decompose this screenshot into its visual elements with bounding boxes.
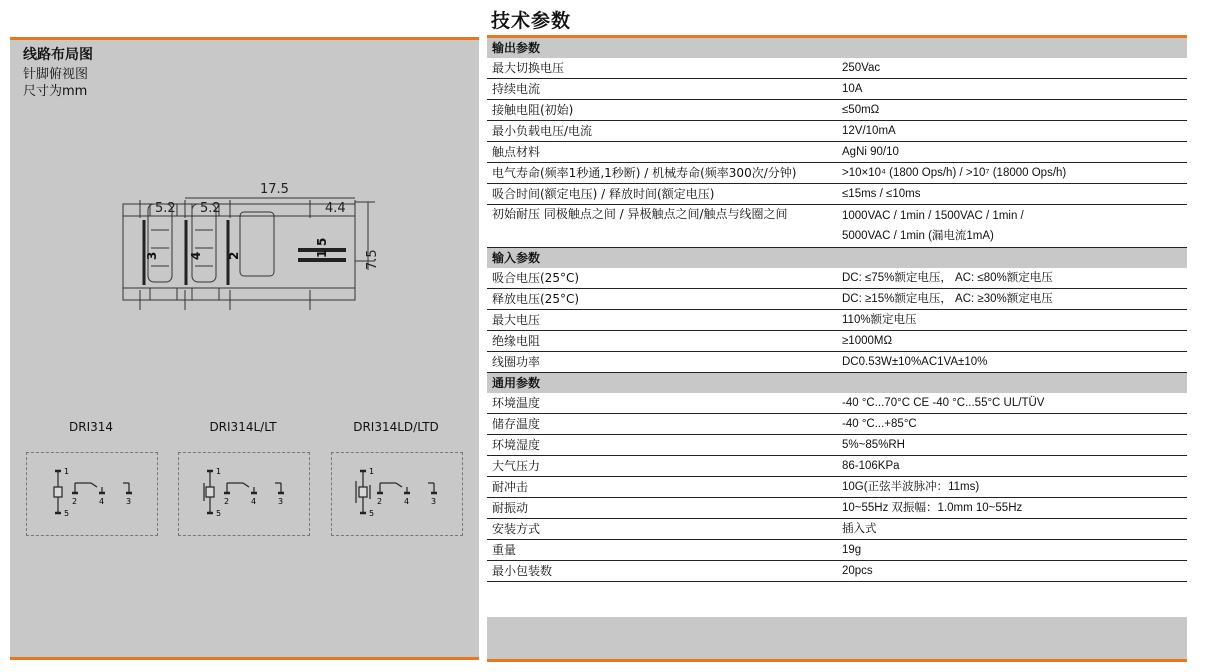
spec-row — [487, 100, 1187, 121]
dim-7-5: 7.5 — [365, 249, 380, 270]
schematic-dri314ld — [331, 452, 463, 536]
spec-label: 最大切换电压 — [487, 58, 837, 79]
spec-label: 触点材料 — [487, 142, 837, 163]
spec-label: 初始耐压 同极触点之间 / 异极触点之间/触点与线圈之间 — [487, 205, 837, 248]
schematic-label-dri314: DRI314 — [68, 420, 114, 434]
spec-value: -40 °C...70°C CE -40 °C...55°C UL/TÜV — [837, 393, 1187, 414]
spec-row — [487, 519, 1187, 540]
spec-value: ≥1000MΩ — [837, 331, 1187, 352]
schematic-dri314l — [178, 452, 310, 536]
pin-layout-panel — [10, 37, 479, 660]
spec-value-line: 1000VAC / 1min / 1500VAC / 1min / — [842, 210, 1024, 222]
spec-label: 安装方式 — [487, 519, 837, 540]
group-name: 输入参数 — [487, 248, 1187, 269]
spec-row — [487, 352, 1187, 373]
spec-label: 吸合时间(额定电压) / 释放时间(额定电压) — [487, 184, 837, 205]
spec-value: AgNi 90/10 — [837, 142, 1187, 163]
spec-label: 最小包装数 — [487, 561, 837, 582]
schematic-dri314 — [26, 452, 158, 536]
spec-row — [487, 310, 1187, 331]
spec-label: 持续电流 — [487, 79, 837, 100]
spec-row — [487, 561, 1187, 582]
dim-5-2-a: 5.2 — [155, 201, 176, 216]
spec-row — [487, 58, 1187, 79]
spec-row — [487, 289, 1187, 310]
svg-text:4: 4 — [404, 497, 410, 506]
spec-row — [487, 540, 1187, 561]
group-header-input — [487, 248, 1187, 269]
spec-value: 86-106KPa — [837, 456, 1187, 477]
spec-row — [487, 268, 1187, 289]
spec-label: 最小负载电压/电流 — [487, 121, 837, 142]
spec-label: 耐冲击 — [487, 477, 837, 498]
pin-label-5: 5 — [315, 237, 329, 246]
spec-table — [487, 38, 1187, 582]
spec-row — [487, 477, 1187, 498]
spec-label: 吸合电压(25°C) — [487, 268, 837, 289]
spec-row — [487, 498, 1187, 519]
svg-text:1: 1 — [216, 467, 222, 476]
group-header-output — [487, 38, 1187, 58]
spec-row — [487, 414, 1187, 435]
pin-label-1: 1 — [315, 249, 329, 258]
spec-row — [487, 79, 1187, 100]
spec-label: 环境温度 — [487, 393, 837, 414]
tech-params-title: 技术参数 — [491, 10, 572, 32]
spec-row — [487, 163, 1187, 184]
group-name: 输出参数 — [487, 38, 1187, 58]
spec-value — [837, 205, 1187, 248]
spec-value: ≤15ms / ≤10ms — [837, 184, 1187, 205]
schematic-label-dri314l: DRI314L/LT — [209, 420, 277, 434]
pin-layout-title: 线路布局图 — [23, 47, 93, 63]
spec-label: 绝缘电阻 — [487, 331, 837, 352]
spec-row — [487, 121, 1187, 142]
spec-value: 250Vac — [837, 58, 1187, 79]
spec-label: 电气寿命(频率1秒通,1秒断) / 机械寿命(频率300次/分钟) — [487, 163, 837, 184]
dim-4-4: 4.4 — [325, 201, 346, 216]
svg-text:3: 3 — [126, 497, 132, 506]
footer-band — [487, 617, 1187, 662]
pin-label-2: 2 — [227, 251, 241, 260]
spec-row — [487, 331, 1187, 352]
spec-row — [487, 184, 1187, 205]
spec-row — [487, 393, 1187, 414]
svg-text:2: 2 — [377, 497, 383, 506]
schematic-label-dri314ld: DRI314LD/LTD — [353, 420, 439, 434]
svg-text:2: 2 — [224, 497, 230, 506]
spec-value-line: 5000VAC / 1min (漏电流1mA) — [842, 230, 994, 242]
spec-value: 插入式 — [837, 519, 1187, 540]
svg-text:5: 5 — [64, 509, 70, 518]
spec-row — [487, 205, 1187, 248]
svg-text:1: 1 — [369, 467, 375, 476]
spec-value: 19g — [837, 540, 1187, 561]
spec-value: DC: ≤75%额定电压， AC: ≤80%额定电压 — [837, 268, 1187, 289]
svg-text:3: 3 — [431, 497, 437, 506]
dim-5-2-b: 5.2 — [200, 201, 221, 216]
spec-value: 20pcs — [837, 561, 1187, 582]
pin-view-note: 针脚俯视图 — [23, 67, 89, 82]
spec-label: 环境湿度 — [487, 435, 837, 456]
spec-row — [487, 456, 1187, 477]
spec-value: 10G(正弦半波脉冲：11ms) — [837, 477, 1187, 498]
spec-label: 耐振动 — [487, 498, 837, 519]
spec-value: 10~55Hz 双振幅：1.0mm 10~55Hz — [837, 498, 1187, 519]
spec-label: 接触电阻(初始) — [487, 100, 837, 121]
svg-text:4: 4 — [251, 497, 257, 506]
spec-value: ≤50mΩ — [837, 100, 1187, 121]
group-name: 通用参数 — [487, 373, 1187, 394]
svg-text:1: 1 — [64, 467, 70, 476]
svg-text:4: 4 — [99, 497, 105, 506]
group-header-general — [487, 373, 1187, 394]
dim-17-5: 17.5 — [260, 182, 289, 197]
pin-label-3: 3 — [145, 251, 159, 260]
spec-label: 释放电压(25°C) — [487, 289, 837, 310]
spec-row — [487, 142, 1187, 163]
spec-value: >10×10⁴ (1800 Ops/h) / >10⁷ (18000 Ops/h) — [837, 163, 1187, 184]
spec-value: -40 °C...+85°C — [837, 414, 1187, 435]
spec-value: DC0.53W±10%AC1VA±10% — [837, 352, 1187, 373]
spec-label: 大气压力 — [487, 456, 837, 477]
svg-text:5: 5 — [216, 509, 222, 518]
spec-label: 最大电压 — [487, 310, 837, 331]
pin-label-4: 4 — [189, 251, 203, 260]
svg-text:2: 2 — [72, 497, 78, 506]
pin-layout-drawing — [120, 160, 380, 325]
spec-label: 线圈功率 — [487, 352, 837, 373]
spec-value: 10A — [837, 79, 1187, 100]
spec-value: 110%额定电压 — [837, 310, 1187, 331]
spec-row — [487, 435, 1187, 456]
spec-label: 重量 — [487, 540, 837, 561]
unit-note: 尺寸为mm — [23, 84, 88, 99]
spec-value: 12V/10mA — [837, 121, 1187, 142]
spec-value: 5%~85%RH — [837, 435, 1187, 456]
spec-value: DC: ≥15%额定电压， AC: ≥30%额定电压 — [837, 289, 1187, 310]
spec-label: 储存温度 — [487, 414, 837, 435]
svg-text:5: 5 — [369, 509, 375, 518]
svg-text:3: 3 — [278, 497, 284, 506]
